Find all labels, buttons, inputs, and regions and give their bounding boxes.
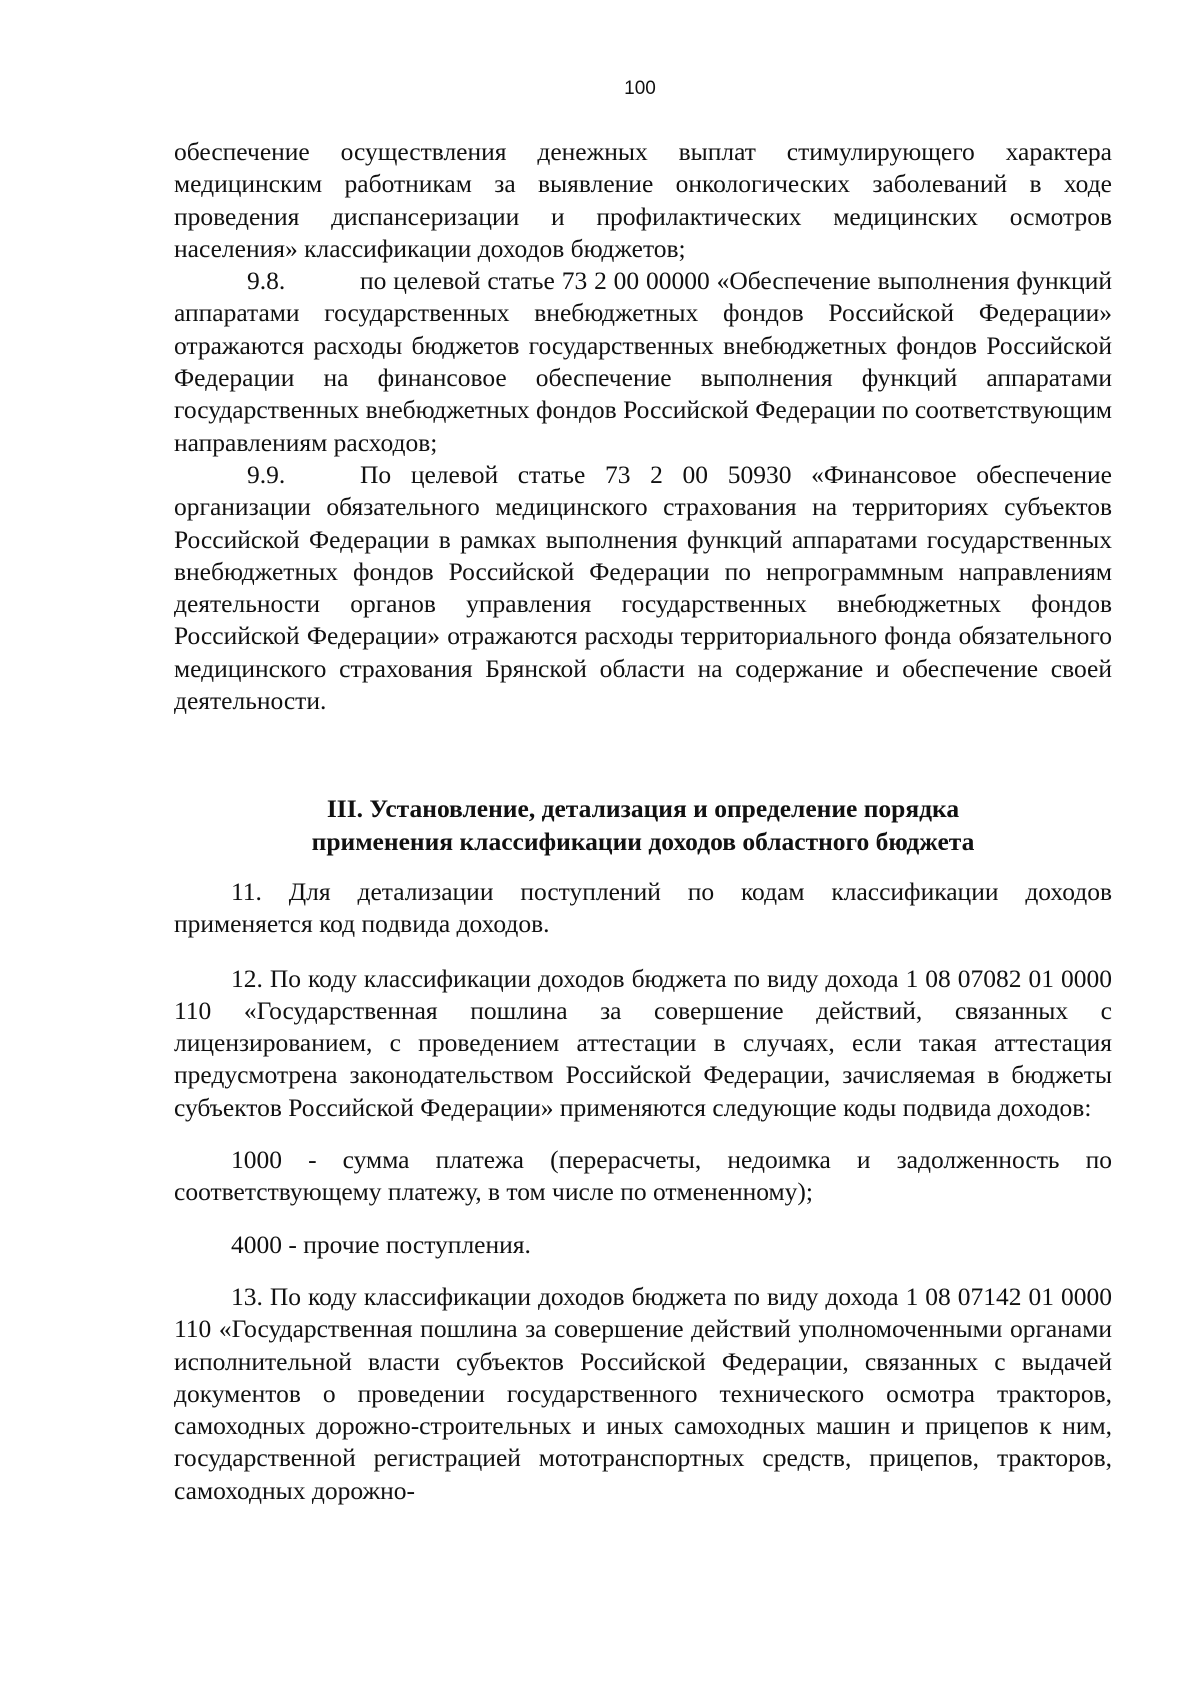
paragraph-continuation: обеспечение осуществления денежных выплат стимулирующего характера медицинским работникам за выявление онкологических заболеваний в ходе проведения диспансеризации и профилактических медицинских осмотров населения» классификации доходов бюджетов; <box>174 137 1112 263</box>
page-number: 100 <box>624 78 656 99</box>
section-heading-line-1: III. Установление, детализация и определение порядка <box>326 794 960 824</box>
paragraph-9-9 <box>174 459 1112 717</box>
section-heading-line-2: применения классификации доходов областного бюджета <box>311 826 975 856</box>
paragraph-9-8-label: 9.8. <box>247 266 286 296</box>
code-1000-item: 1000 - сумма платежа (перерасчеты, недоимка и задолженность по соответствующему платежу, в том числе по отмененному); <box>174 1145 1112 1207</box>
section-heading <box>174 793 1112 858</box>
document-body <box>174 136 1112 1507</box>
paragraph-12: 12. По коду классификации доходов бюджета по виду дохода 1 08 07082 01 0000 110 «Государственная пошлина за совершение действий, связанных с лицензированием, с проведением аттестации в случаях, если такая аттестация предусмотрена законодательством Российской Федерации, зачисляемая в бюджеты субъектов Российской Федерации» применяются следующие коды подвида доходов: <box>174 963 1112 1122</box>
paragraph-13: 13. По коду классификации доходов бюджета по виду дохода 1 08 07142 01 0000 110 «Государственная пошлина за совершение действий уполномоченными органами исполнительной власти субъектов Российской Федерации, связанных с выдачей документов о проведении государственного технического осмотра тракторов, самоходных дорожно-строительных и иных самоходных машин и прицепов к ним, государственной регистрацией мототранспортных средств, прицепов, тракторов, самоходных дорожно- <box>174 1281 1112 1505</box>
paragraph-9-8-text: по целевой статье 73 2 00 00000 «Обеспечение выполнения функций аппаратами государственных внебюджетных фондов Российской Федерации» отражаются расходы бюджетов государственных внебюджетных фондов Российской Федерации на финансовое обеспечение выполнения функций аппаратами государственных внебюджетных фондов Российской Федерации по соответствующим направлениям расходов; <box>174 266 1112 457</box>
paragraph-11: 11. Для детализации поступлений по кодам классификации доходов применяется код подвида доходов. <box>174 876 1112 939</box>
code-4000-item: 4000 - прочие поступления. <box>231 1229 531 1259</box>
paragraph-9-9-text: По целевой статье 73 2 00 50930 «Финансовое обеспечение организации обязательного медицинского страхования на территориях субъектов Российской Федерации в рамках выполнения функций аппаратами государственных внебюджетных фондов Российской Федерации по непрограммным направлениям деятельности органов управления государственных внебюджетных фондов Российской Федерации» отражаются расходы территориального фонда обязательного медицинского страхования Брянской области на содержание и обеспечение своей деятельности. <box>174 459 1112 716</box>
paragraph-9-9-label: 9.9. <box>247 459 286 489</box>
paragraph-9-8 <box>174 265 1112 459</box>
